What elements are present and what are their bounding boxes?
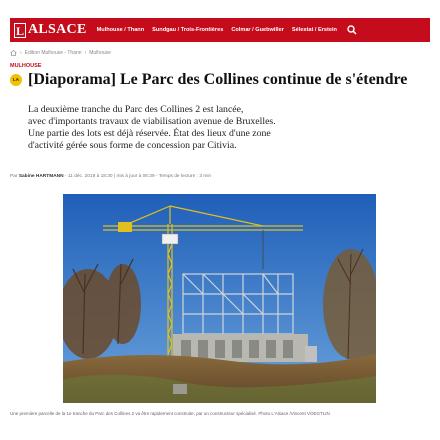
breadcrumb-city[interactable]: Mulhouse xyxy=(89,50,111,56)
lead-line: avec d'importants travaux de viabilisation avenue de Bruxelles. xyxy=(28,116,276,127)
author-name[interactable]: Sabine HARTMANN xyxy=(18,174,64,179)
photo-caption: Une première parcelle de la 1e tranche du Parc des Collines 2 va être rapidement construite, par un constructeur spécialisé. Photo L'Alsace /Vincent VOEGTLIN xyxy=(10,411,330,416)
article-photo[interactable] xyxy=(63,194,376,403)
byline-prefix: Par xyxy=(10,174,18,179)
title-row xyxy=(10,71,407,89)
breadcrumb xyxy=(10,50,114,56)
lead-line: Une partie des lots est déjà réservée. État des lieux d'une zone xyxy=(28,128,271,139)
premium-badge: LA xyxy=(10,74,22,86)
logo-mark: L xyxy=(15,23,24,38)
nav-item-sundgau[interactable]: Sundgau / Trois-Frontières xyxy=(152,27,224,33)
nav-item-selestat[interactable]: Sélestat / Erstein xyxy=(291,27,337,33)
byline-meta: - 11 déc. 2019 à 18:30 | mis à jour à 06:39 - Temps de lecture : 3 min xyxy=(63,174,212,179)
article-title: [Diaporama] Le Parc des Collines continue de s'étendre xyxy=(28,71,408,88)
lead-line: La deuxième tranche du Parc des Collines 2 est lancée, xyxy=(28,104,244,115)
top-navigation-bar xyxy=(10,18,430,42)
lead-line: d'activité gérée sous forme de concession par Citivia. xyxy=(28,140,237,151)
breadcrumb-separator: › xyxy=(84,50,87,56)
article-lead xyxy=(28,104,418,152)
article-category[interactable]: MULHOUSE xyxy=(10,63,42,69)
search-icon[interactable] xyxy=(347,25,357,35)
nav-item-mulhouse-thann[interactable]: Mulhouse / Thann xyxy=(96,27,145,33)
breadcrumb-separator: › xyxy=(20,50,22,56)
article-byline xyxy=(10,174,211,179)
logo-word: ALSACE xyxy=(28,22,87,37)
site-logo[interactable] xyxy=(14,22,87,38)
home-icon[interactable] xyxy=(10,50,17,56)
breadcrumb-edition[interactable]: Edition Mulhouse - Thann xyxy=(24,50,82,56)
nav-item-colmar[interactable]: Colmar / Guebwiller xyxy=(231,27,284,33)
